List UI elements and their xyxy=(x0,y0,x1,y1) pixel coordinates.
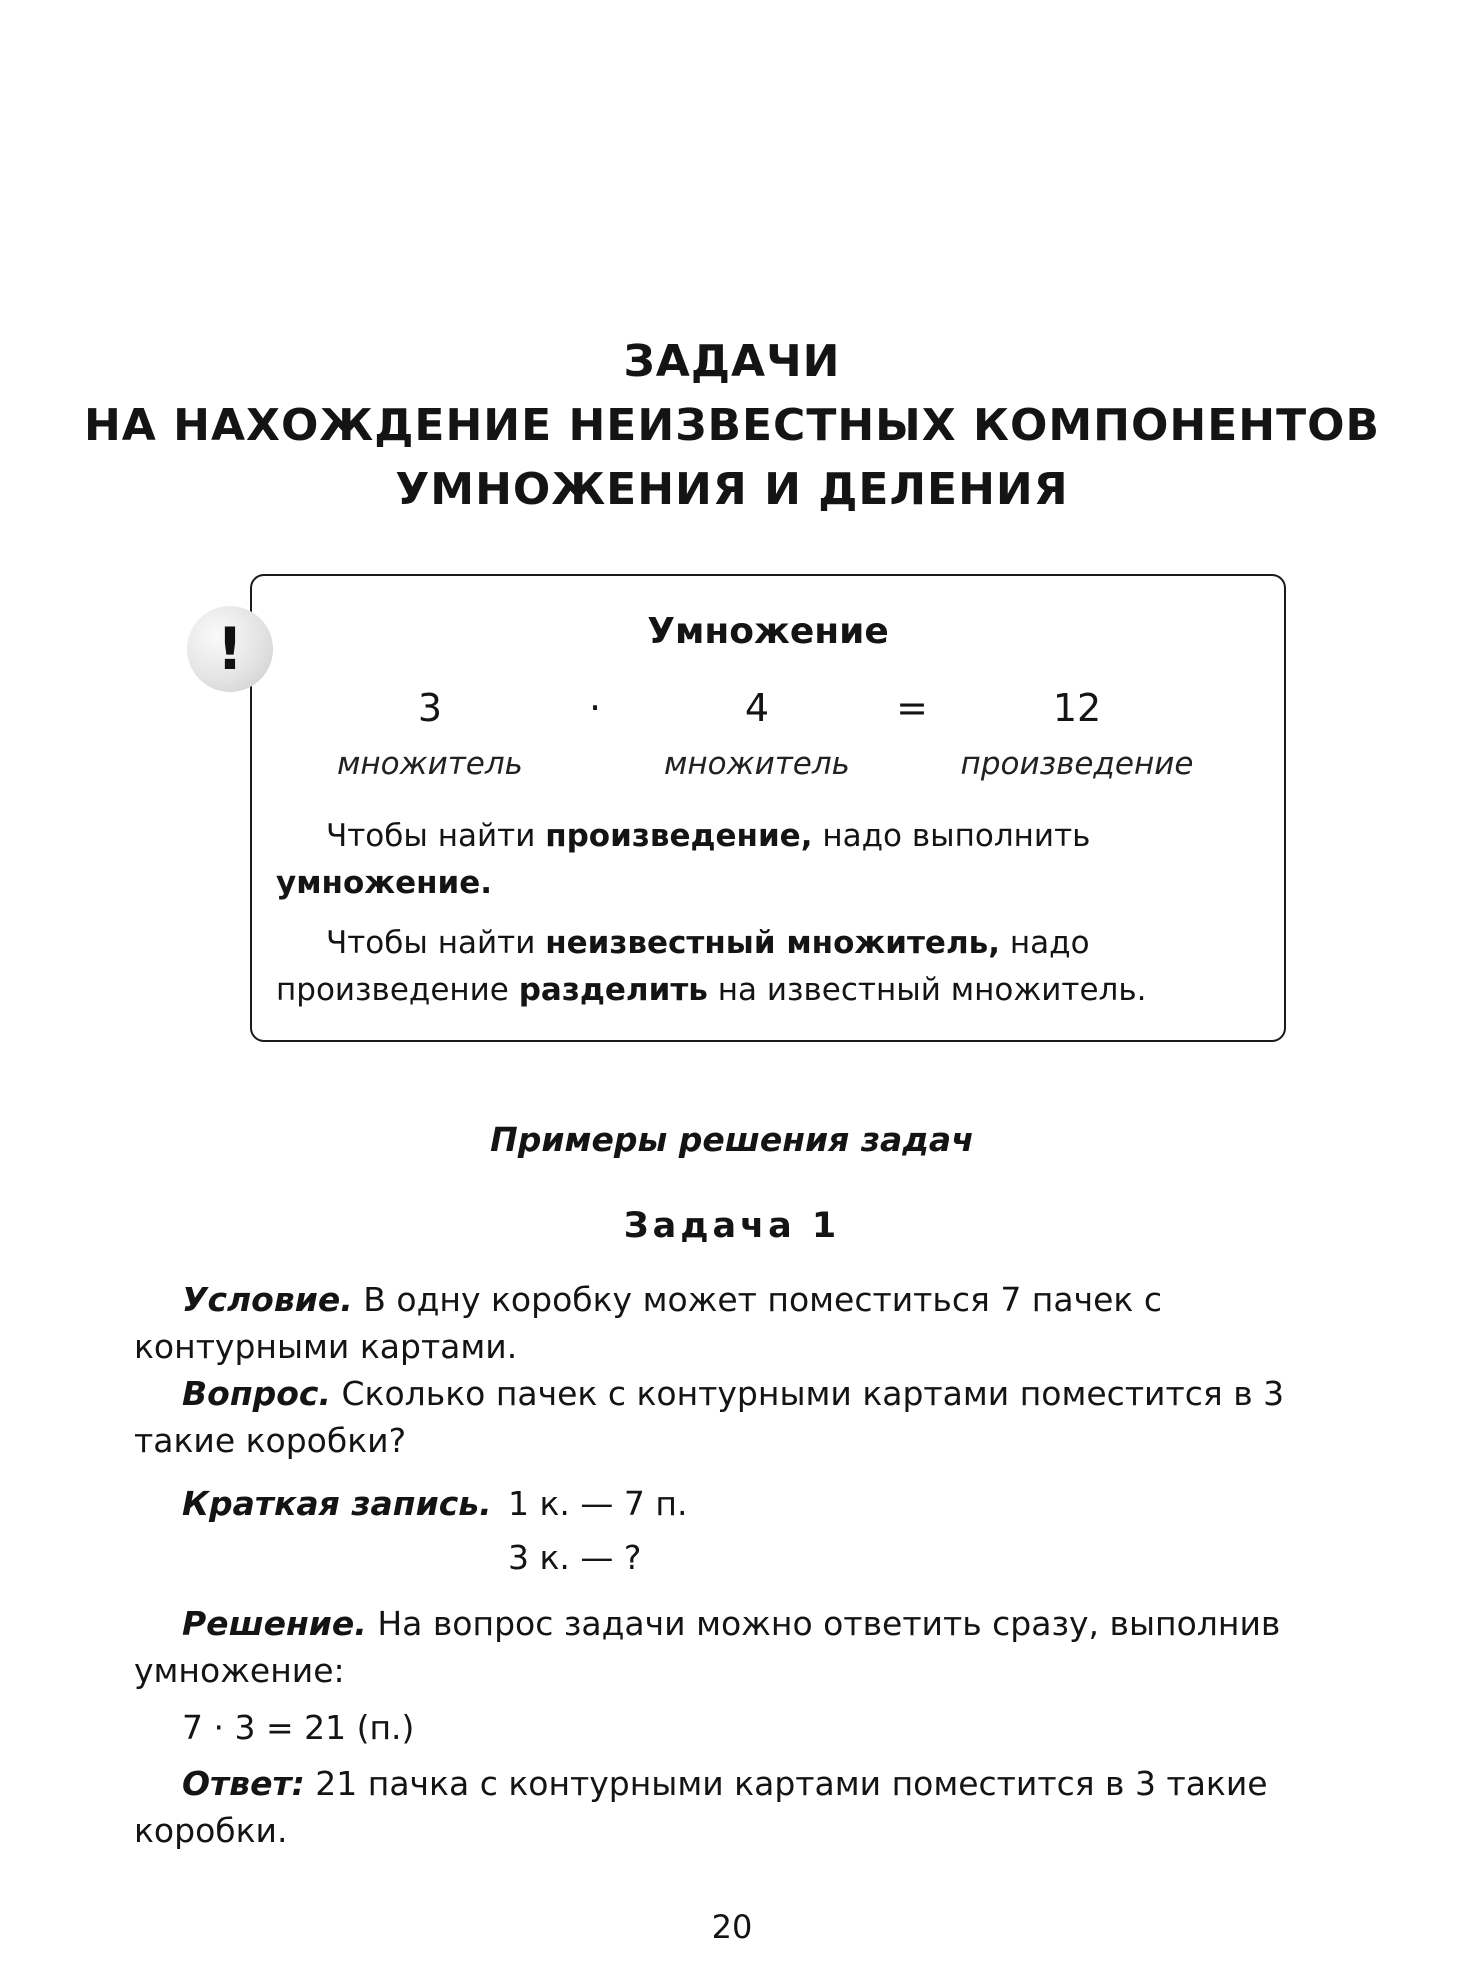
equation-factor-a: 3 xyxy=(417,686,443,730)
task-condition: Условие. В одну коробку может поместиться 7 пачек с контурными картами. xyxy=(134,1280,1162,1366)
short-record-line-1: 1 к. — 7 п. xyxy=(508,1484,688,1523)
examples-heading: Примеры решения задач xyxy=(490,1120,974,1159)
equation-product: 12 xyxy=(1052,686,1102,730)
equation-factor-b: 4 xyxy=(744,686,770,730)
short-record-line-2: 3 к. — ? xyxy=(508,1538,642,1577)
page-number: 20 xyxy=(711,1908,753,1946)
title-line-3: УМНОЖЕНИЯ И ДЕЛЕНИЯ xyxy=(395,464,1069,515)
label-factor-b: множитель xyxy=(664,746,850,782)
equation-multiply-sign: · xyxy=(588,686,602,730)
task-heading: Задача 1 xyxy=(623,1206,841,1246)
title-line-1: ЗАДАЧИ xyxy=(623,336,841,387)
task-question: Вопрос. Сколько пачек с контурными картами поместится в 3 такие коробки? xyxy=(134,1374,1285,1460)
rule-text-product: Чтобы найти произведение, надо выполнить умножение. xyxy=(276,818,1091,901)
rule-box-heading: Умножение xyxy=(647,611,889,652)
rule-text-unknown-factor: Чтобы найти неизвестный множитель, надо произведение разделить на известный множитель. xyxy=(276,925,1147,1008)
equation-equals-sign: = xyxy=(896,686,928,730)
page-title xyxy=(0,330,1464,522)
solution-formula: 7 · 3 = 21 (п.) xyxy=(182,1708,415,1747)
exclamation-icon: ! xyxy=(187,606,273,692)
title-line-2: НА НАХОЖДЕНИЕ НЕИЗВЕСТНЫХ КОМПОНЕНТОВ xyxy=(83,400,1381,451)
task-solution: Решение. На вопрос задачи можно ответить сразу, выполнив умножение: xyxy=(134,1604,1281,1690)
short-record-label: Краткая запись. xyxy=(182,1484,492,1523)
label-factor-a: множитель xyxy=(337,746,523,782)
label-product: произведение xyxy=(960,746,1194,782)
task-answer: Ответ: 21 пачка с контурными картами поместится в 3 такие коробки. xyxy=(134,1764,1268,1850)
